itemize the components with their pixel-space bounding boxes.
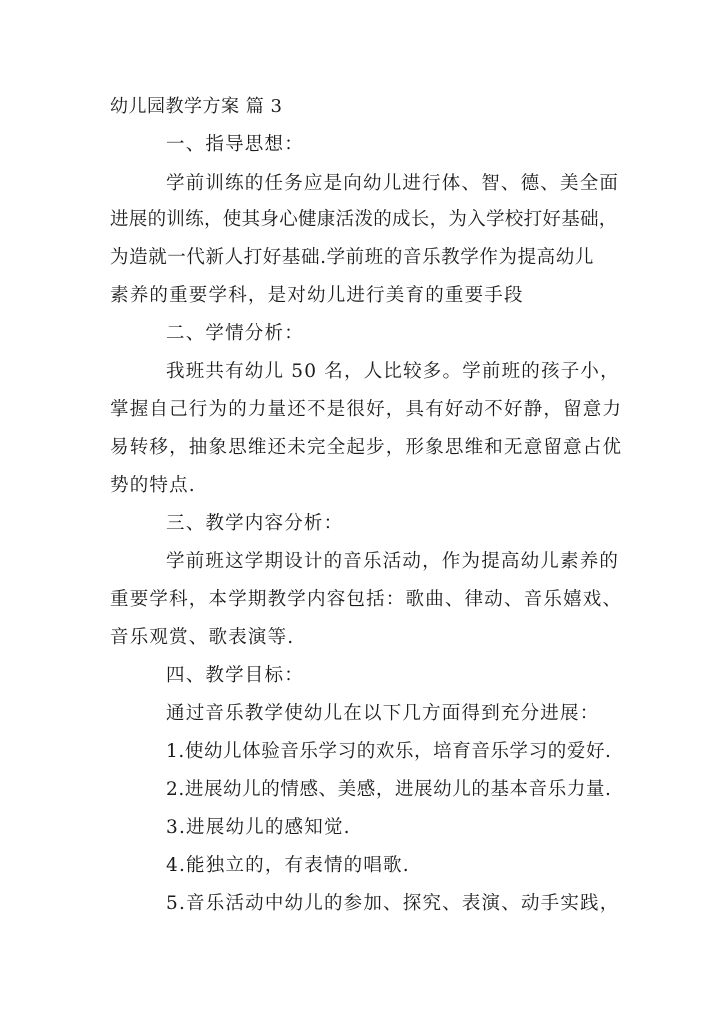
paragraph-line: 易转移，抽象思维还未完全起步，形象思维和无意留意占优 xyxy=(110,437,623,458)
paragraph-line: 势的特点. xyxy=(110,475,196,496)
section-heading: 一、指导思想： xyxy=(166,134,304,155)
paragraph-line: 学前训练的任务应是向幼儿进行体、智、德、美全面 xyxy=(166,173,620,194)
paragraph-line: 进展的训练，使其身心健康活泼的成长，为入学校打好基础， xyxy=(110,209,618,230)
section-heading: 三、教学内容分析： xyxy=(166,513,344,534)
list-item: 4.能独立的，有表情的唱歌. xyxy=(166,855,410,876)
list-item: 2.进展幼儿的情感、美感，进展幼儿的基本音乐力量. xyxy=(166,779,612,800)
list-item: 1.使幼儿体验音乐学习的欢乐，培育音乐学习的爱好. xyxy=(166,741,612,762)
document-title: 幼儿园教学方案 篇 3 xyxy=(110,96,283,117)
paragraph-line: 重要学科，本学期教学内容包括：歌曲、律动、音乐嬉戏、 xyxy=(110,589,623,610)
section-heading: 四、教学目标： xyxy=(166,665,304,686)
paragraph-line: 掌握自己行为的力量还不是很好，具有好动不好静，留意力 xyxy=(110,399,623,420)
paragraph-line: 素养的重要学科，是对幼儿进行美育的重要手段 xyxy=(110,285,524,306)
paragraph-line: 我班共有幼儿 50 名，人比较多。学前班的孩子小， xyxy=(166,361,620,382)
paragraph-line: 学前班这学期设计的音乐活动，作为提高幼儿素养的 xyxy=(166,551,620,572)
paragraph-line: 为造就一代新人打好基础.学前班的音乐教学作为提高幼儿 xyxy=(110,247,594,268)
paragraph-line: 音乐观赏、歌表演等. xyxy=(110,627,295,648)
list-item: 3.进展幼儿的感知觉. xyxy=(166,817,351,838)
paragraph-line: 通过音乐教学使幼儿在以下几方面得到充分进展： xyxy=(166,703,600,724)
list-item: 5.音乐活动中幼儿的参加、探究、表演、动手实践， xyxy=(166,893,620,914)
section-heading: 二、学情分析： xyxy=(166,323,304,344)
